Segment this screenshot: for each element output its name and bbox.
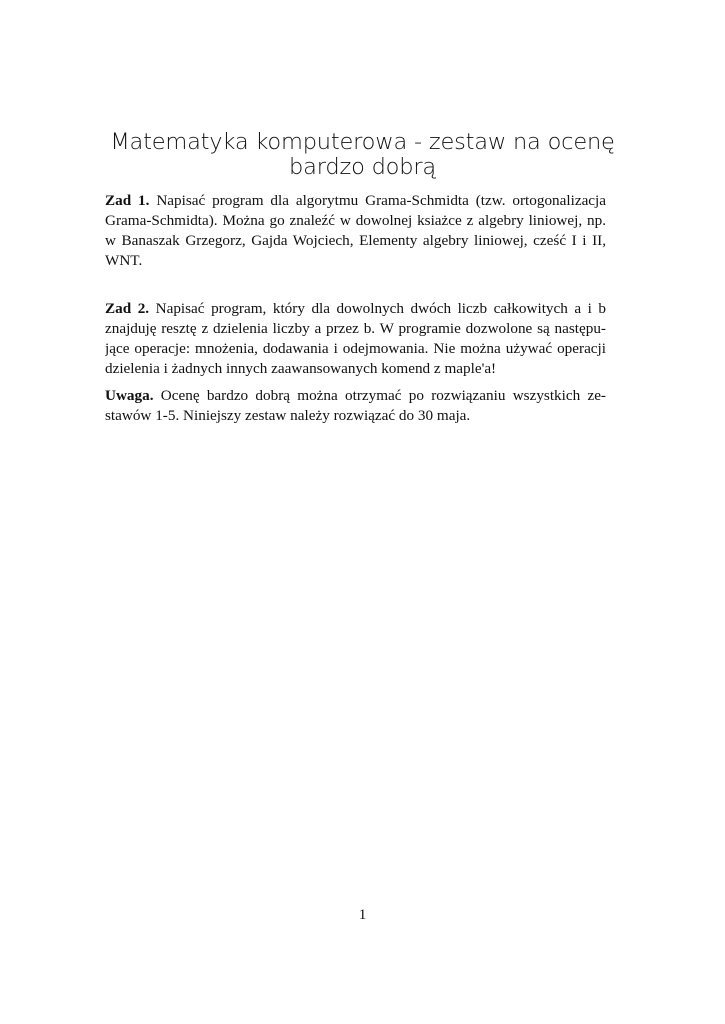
paragraph-line — [105, 299, 606, 319]
paragraph-line: stawów 1-5. Niniejszy zestaw należy rozwiązać do 30 maja. — [105, 407, 471, 424]
task-2-paragraph — [105, 299, 606, 379]
document-title-line-1: Matematyka komputerowa - zestaw na ocenę — [110, 129, 615, 155]
task-1-paragraph — [105, 191, 606, 271]
task-2-heading: Zad 2. — [105, 300, 150, 317]
note-paragraph — [105, 386, 606, 426]
paragraph-line: w Banaszak Grzegorz, Gajda Wojciech, Elementy algebry liniowej, cześć I i II, — [105, 232, 606, 249]
paragraph-line: dzielenia i żadnych innych zaawansowanych komend z maple'a! — [105, 360, 497, 377]
paragraph-line: WNT. — [105, 252, 143, 269]
paragraph-line — [105, 191, 606, 211]
paragraph-line: znajduję resztę z dzielenia liczby a przez b. W programie dozwolone są następu- — [105, 320, 606, 337]
paragraph-line: jące operacje: mnożenia, dodawania i odejmowania. Nie można używać operacji — [105, 340, 606, 357]
paragraph-line: Grama-Schmidta). Można go znaleźć w dowolnej ksiażce z algebry liniowej, np. — [105, 212, 606, 229]
paragraph-text: Napisać program, który dla dowolnych dwóch liczb całkowitych a i b — [155, 300, 606, 317]
paragraph-line — [105, 386, 606, 406]
document-title-line-2: bardzo dobrą — [289, 154, 436, 180]
note-heading: Uwaga. — [105, 387, 154, 404]
paragraph-text: Ocenę bardzo dobrą można otrzymać po rozwiązaniu wszystkich ze- — [160, 387, 606, 404]
page-number: 1 — [358, 906, 367, 923]
paragraph-text: Napisać program dla algorytmu Grama-Schmidta (tzw. ortogonalizacja — [156, 192, 606, 209]
task-1-heading: Zad 1. — [105, 192, 150, 209]
